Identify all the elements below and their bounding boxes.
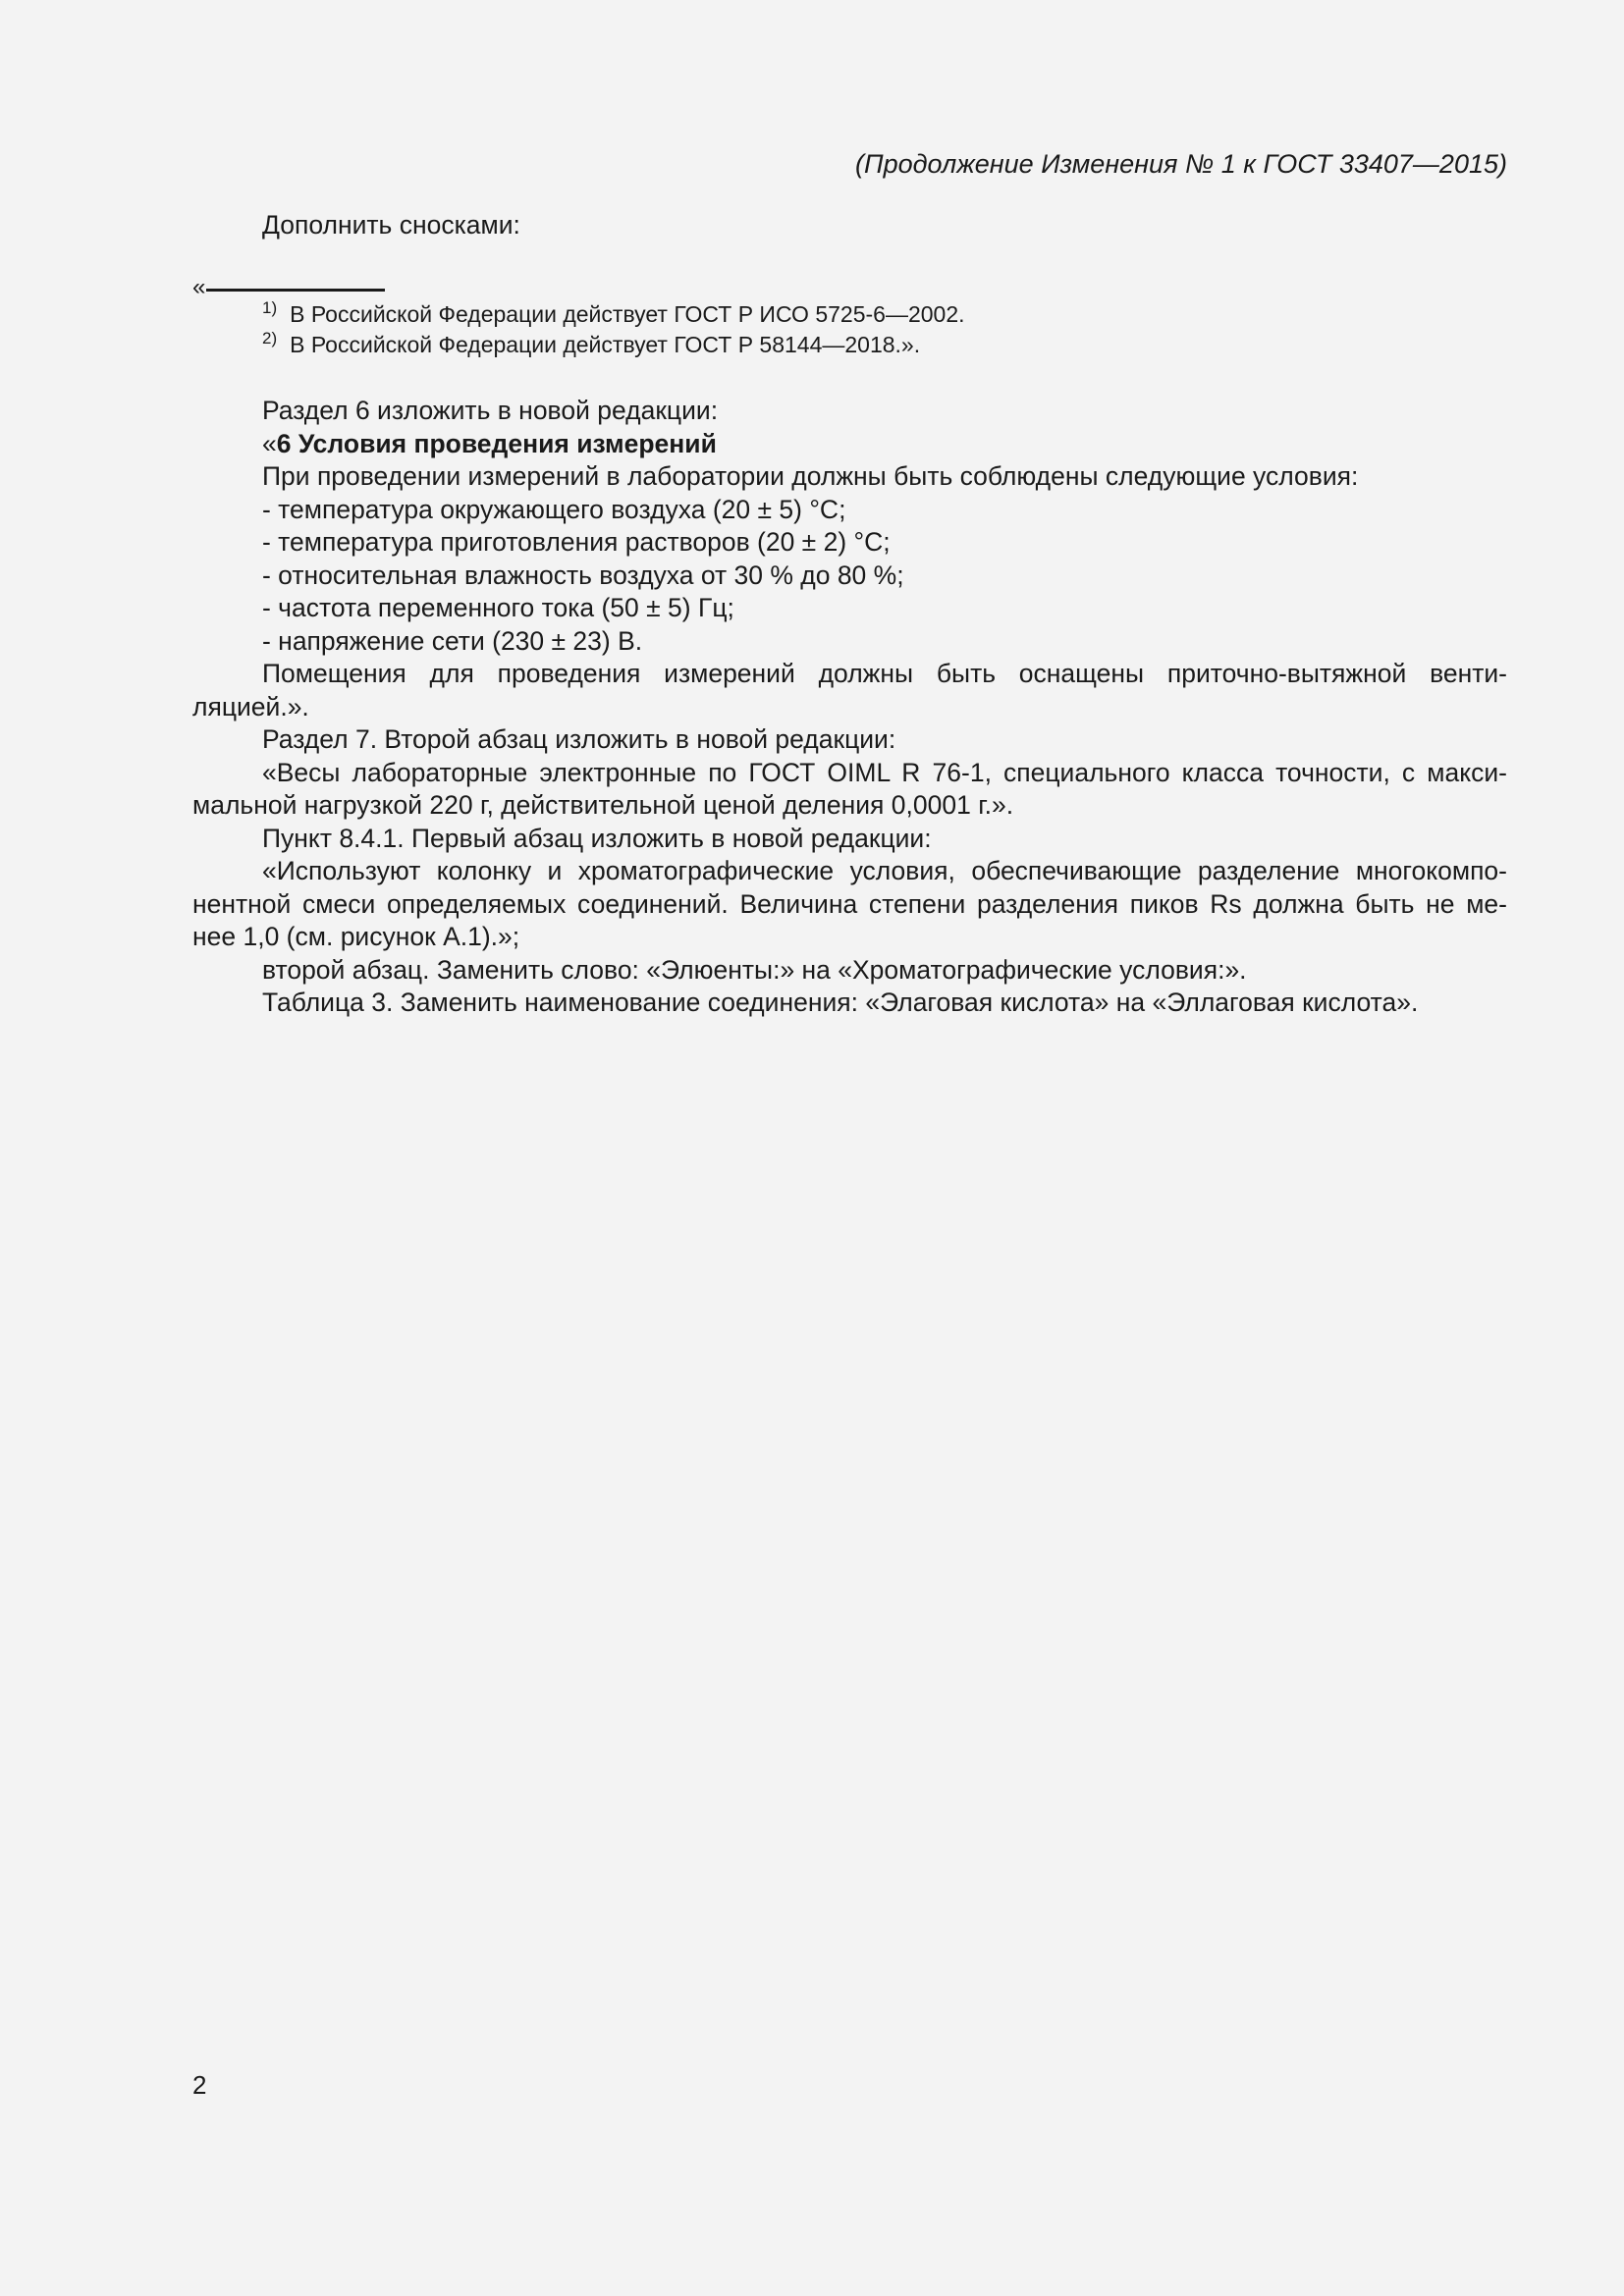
item841-instruction: Пункт 8.4.1. Первый абзац изложить в новой редакции: bbox=[262, 823, 932, 853]
condition-item: - относительная влажность воздуха от 30 % до 80 %; bbox=[262, 560, 904, 590]
footnote-open-quote: « bbox=[192, 274, 206, 300]
condition-item: - частота переменного тока (50 ± 5) Гц; bbox=[262, 593, 734, 622]
running-head: (Продолжение Изменения № 1 к ГОСТ 33407—2015) bbox=[855, 149, 1507, 179]
section7-text-line-2: мальной нагрузкой 220 г, действительной ценой деления 0,0001 г.». bbox=[192, 790, 1014, 820]
condition-item: - напряжение сети (230 ± 23) В. bbox=[262, 625, 643, 656]
section6-instruction: Раздел 6 изложить в новой редакции: bbox=[262, 396, 719, 425]
item841-text-line-1: «Используют колонку и хроматографические условия, обеспечивающие разделение многокомпо- bbox=[262, 856, 1507, 885]
item841-second-paragraph: второй абзац. Заменить слово: «Элюенты:» на «Хроматографические условия:». bbox=[262, 954, 1247, 985]
footnote-item bbox=[262, 300, 965, 331]
footnote-mark: 1) bbox=[262, 298, 278, 317]
footnote-list bbox=[262, 300, 965, 361]
page-number: 2 bbox=[192, 2070, 207, 2100]
footnote-rule bbox=[206, 289, 385, 292]
condition-item: - температура окружающего воздуха (20 ± 5) °С; bbox=[262, 494, 846, 524]
section6-lead: При проведении измерений в лаборатории должны быть соблюдены следующие условия: bbox=[262, 461, 1359, 491]
intro-text: Дополнить сносками: bbox=[262, 210, 520, 240]
footnote-item bbox=[262, 331, 965, 361]
footnote-text: В Российской Федерации действует ГОСТ Р 58144—2018.». bbox=[290, 332, 921, 357]
footnote-mark: 2) bbox=[262, 329, 278, 347]
intro-paragraph bbox=[192, 209, 1507, 242]
footnote-text: В Российской Федерации действует ГОСТ Р ИСО 5725-6—2002. bbox=[290, 301, 965, 327]
table3-instruction: Таблица 3. Заменить наименование соединения: «Элаговая кислота» на «Эллаговая кислота». bbox=[262, 988, 1419, 1017]
section6-heading-quote: « bbox=[262, 428, 277, 458]
condition-item: - температура приготовления растворов (20 ± 2) °С; bbox=[262, 527, 891, 557]
main-body bbox=[192, 395, 1507, 1020]
item841-text-line-3: нее 1,0 (см. рисунок А.1).»; bbox=[192, 922, 520, 951]
section6-heading-line bbox=[192, 428, 1507, 461]
section7-text-line-1: «Весы лабораторные электронные по ГОСТ OIML R 76-1, специального класса точности, с макси- bbox=[262, 757, 1507, 787]
section6-heading: 6 Условия проведения измерений bbox=[276, 428, 717, 458]
ventilation-line-2: ляцией.». bbox=[192, 691, 309, 721]
section7-instruction: Раздел 7. Второй абзац изложить в новой редакции: bbox=[262, 724, 896, 754]
item841-text-line-2: нентной смеси определяемых соединений. Величина степени разделения пиков Rs должна быть не ме- bbox=[192, 888, 1507, 919]
ventilation-line-1: Помещения для проведения измерений должны быть оснащены приточно-вытяжной венти- bbox=[262, 659, 1507, 688]
